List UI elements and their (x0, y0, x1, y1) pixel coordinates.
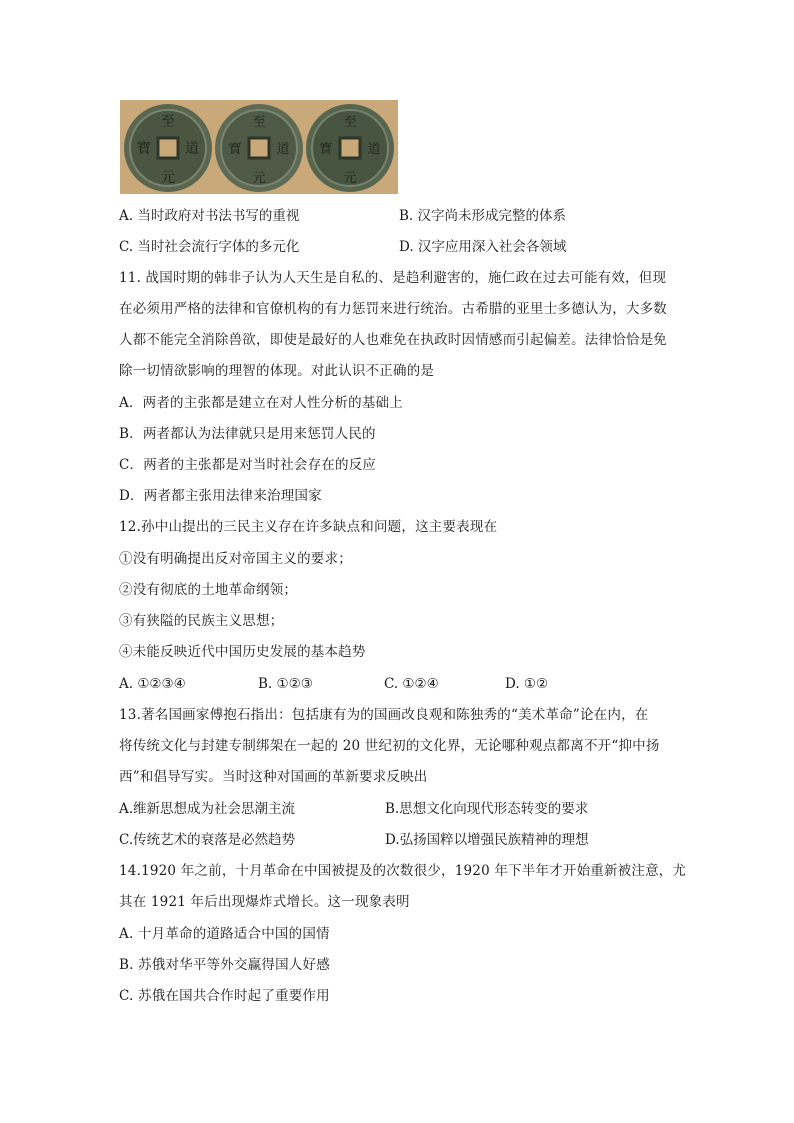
q14-stem-line-1: 14.1920 年之前，十月革命在中国被提及的次数很少，1920 年下半年才开始重新被注意，尤 (119, 863, 687, 879)
svg-text:元: 元 (343, 171, 357, 186)
q14-option-b[interactable]: B. 苏俄对华平等外交赢得国人好感 (119, 957, 330, 973)
coin-2 (215, 104, 303, 192)
q11-option-b[interactable]: B．两者都认为法律就只是用来惩罚人民的 (119, 426, 376, 442)
q12-item-1: ①没有明确提出反对帝国主义的要求； (119, 551, 352, 567)
q11-stem-line-3: 人都不能完全消除兽欲，即使是最好的人也难免在执政时因情感而引起偏差。法律恰恰是免 (119, 332, 667, 348)
q10-option-b[interactable]: B. 汉字尚未形成完整的体系 (399, 208, 567, 224)
q13-option-c[interactable]: C.传统艺术的衰落是必然趋势 (119, 832, 296, 848)
q12-item-4: ④未能反映近代中国历史发展的基本趋势 (119, 644, 366, 660)
q11-option-a[interactable]: A．两者的主张都是建立在对人性分析的基础上 (119, 395, 403, 411)
q10-option-d[interactable]: D. 汉字应用深入社会各领域 (399, 239, 567, 255)
q11-option-d[interactable]: D．两者都主张用法律来治理国家 (119, 488, 322, 504)
svg-text:至: 至 (343, 115, 357, 130)
q11-stem-line-4: 除一切情欲影响的理智的体现。对此认识不正确的是 (119, 363, 435, 379)
svg-text:寶: 寶 (319, 142, 333, 157)
q10-option-a[interactable]: A. 当时政府对书法书写的重视 (119, 208, 300, 224)
coin-image (120, 100, 398, 194)
q12-option-a[interactable]: A. ①②③④ (119, 676, 186, 692)
q12-option-d[interactable]: D. ①② (505, 676, 549, 692)
svg-text:道: 道 (367, 142, 381, 157)
q12-option-b[interactable]: B. ①②③ (258, 676, 313, 692)
svg-text:道: 道 (185, 141, 199, 157)
q14-option-c[interactable]: C. 苏俄在国共合作时起了重要作用 (119, 988, 330, 1004)
q13-stem-line-1: 13.著名国画家傅抱石指出：包括康有为的国画改良观和陈独秀的“美术革命”论在内，在 (119, 707, 649, 723)
q14-option-a[interactable]: A. 十月革命的道路适合中国的国情 (119, 926, 330, 942)
q13-option-d[interactable]: D.弘扬国粹以增强民族精神的理想 (385, 832, 589, 848)
q13-option-b[interactable]: B.思想文化向现代形态转变的要求 (385, 801, 589, 817)
coin-3 (306, 104, 394, 192)
svg-text:元: 元 (252, 171, 266, 186)
q13-option-a[interactable]: A.维新思想成为社会思潮主流 (119, 801, 296, 817)
svg-text:寶: 寶 (228, 142, 242, 157)
svg-text:寶: 寶 (137, 141, 151, 157)
q13-stem-line-3: 西”和倡导写实。当时这种对国画的革新要求反映出 (119, 769, 428, 785)
q11-stem-line-1: 11. 战国时期的韩非子认为人天生是自私的、是趋利避害的，施仁政在过去可能有效，但现 (119, 270, 667, 286)
q12-item-2: ②没有彻底的土地革命纲领； (119, 582, 298, 598)
q11-option-c[interactable]: C．两者的主张都是对当时社会存在的反应 (119, 457, 377, 473)
q13-stem-line-2: 将传统文化与封建专制绑架在一起的 20 世纪初的文化界，无论哪种观点都离不开“抑中扬 (119, 738, 660, 754)
q12-stem: 12.孙中山提出的三民主义存在许多缺点和问题，这主要表现在 (119, 519, 498, 535)
q14-stem-line-2: 其在 1921 年后出现爆炸式增长。这一现象表明 (119, 894, 410, 910)
svg-text:元: 元 (161, 170, 175, 186)
svg-text:至: 至 (252, 115, 266, 130)
q12-option-c[interactable]: C. ①②④ (384, 676, 439, 692)
q12-item-3: ③有狭隘的民族主义思想； (119, 613, 284, 629)
svg-text:至: 至 (161, 114, 175, 130)
q10-option-c[interactable]: C. 当时社会流行字体的多元化 (119, 239, 300, 255)
coin-1 (124, 104, 212, 192)
q11-stem-line-2: 在必须用严格的法律和官僚机构的有力惩罚来进行统治。古希腊的亚里士多德认为，大多数 (119, 301, 667, 317)
svg-text:道: 道 (276, 142, 290, 157)
